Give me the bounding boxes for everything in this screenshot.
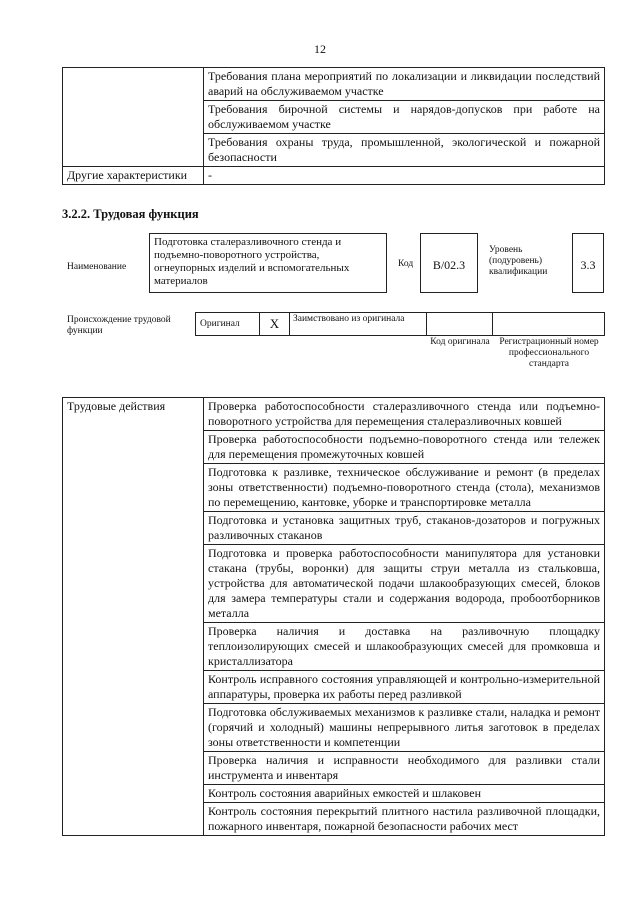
tf-name-label: Наименование — [67, 262, 127, 272]
origin-row — [195, 312, 605, 336]
labor-action-item: Проверка работоспособности подъемно-поворотного стенда или тележек для перемещения промежуточных ковшей — [204, 431, 605, 464]
borrowed-label: Заимствовано из оригинала — [290, 313, 427, 335]
table-row — [63, 167, 605, 185]
tf-code-label: Код — [398, 259, 414, 269]
labor-action-item: Проверка наличия и исправности необходимого для разливки стали инструмента и инвентаря — [204, 752, 605, 785]
labor-actions-label: Трудовые действия — [63, 398, 204, 836]
reg-caption: Регистрационный номер профессионального стандарта — [499, 337, 599, 369]
table-cell-label — [63, 68, 204, 167]
labor-action-item: Контроль исправного состояния управляющей и контрольно-измерительной аппаратуры, проверка их работы перед разливкой — [204, 671, 605, 704]
origin-code-cell — [427, 313, 493, 335]
original-mark: X — [260, 313, 290, 335]
table-cell-text: Требования бирочной системы и нарядов-допусков при работе на обслуживаемом участке — [204, 101, 605, 134]
tf-level-label: Уровень (подуровень) квалификации — [489, 245, 548, 277]
labor-action-item: Проверка работоспособности сталеразливочного стенда или подъемно-поворотного устройства для перемещения сталеразливочных ковшей — [204, 398, 605, 431]
original-label: Оригинал — [196, 313, 260, 335]
labor-action-item: Подготовка и проверка работоспособности манипулятора для установки стакана (трубы, воронки) для защиты струи металла из стальковша, устройства для автоматической подачи шлакообразующих смесей, блоков для замера температуры стали и содержания водорода, пробоотборников металла — [204, 545, 605, 623]
tf-level-value: 3.3 — [572, 233, 604, 293]
origin-label: Происхождение трудовой функции — [67, 315, 171, 336]
table-row — [63, 68, 605, 101]
tf-name-value: Подготовка сталеразливочного стенда и подъемно-поворотного устройства, огнеупорных изделий и вспомогательных материалов — [149, 233, 387, 293]
labor-actions-table — [62, 397, 605, 836]
table-row — [63, 398, 605, 431]
other-characteristics-label: Другие характеристики — [63, 167, 204, 185]
labor-action-item: Подготовка к разливке, техническое обслуживание и ремонт (в пределах зоны ответственности) подъемно-поворотного стенда (стола), механизмов по перемещению, кантовке, уборке и транспортировке металла — [204, 464, 605, 512]
origin-reg-cell — [493, 313, 604, 335]
labor-action-item: Контроль состояния аварийных емкостей и шлаковен — [204, 785, 605, 803]
table-cell-text: Требования плана мероприятий по локализации и ликвидации последствий аварий на обслуживаемом участке — [204, 68, 605, 101]
labor-action-item: Подготовка обслуживаемых механизмов к разливке стали, наладка и ремонт (горячий и холодный) машины непрерывного литья заготовок в пределах зоны ответственности и компетенции — [204, 704, 605, 752]
code-caption: Код оригинала — [430, 337, 490, 347]
other-characteristics-value: - — [204, 167, 605, 185]
tf-code-value: B/02.3 — [420, 233, 478, 293]
page-number: 12 — [314, 42, 326, 56]
requirements-table — [62, 67, 605, 185]
section-heading: 3.2.2. Трудовая функция — [62, 207, 199, 221]
labor-action-item: Подготовка и установка защитных труб, стаканов-дозаторов и погружных разливочных стаканов — [204, 512, 605, 545]
table-cell-text: Требования охраны труда, промышленной, экологической и пожарной безопасности — [204, 134, 605, 167]
labor-action-item: Проверка наличия и доставка на разливочную площадку теплоизолирующих смесей и шлакообразующих смесей для промковша и кристаллизатора — [204, 623, 605, 671]
labor-action-item: Контроль состояния перекрытий плитного настила разливочной площадки, пожарного инвентаря, пожарной безопасности рабочих мест — [204, 803, 605, 836]
